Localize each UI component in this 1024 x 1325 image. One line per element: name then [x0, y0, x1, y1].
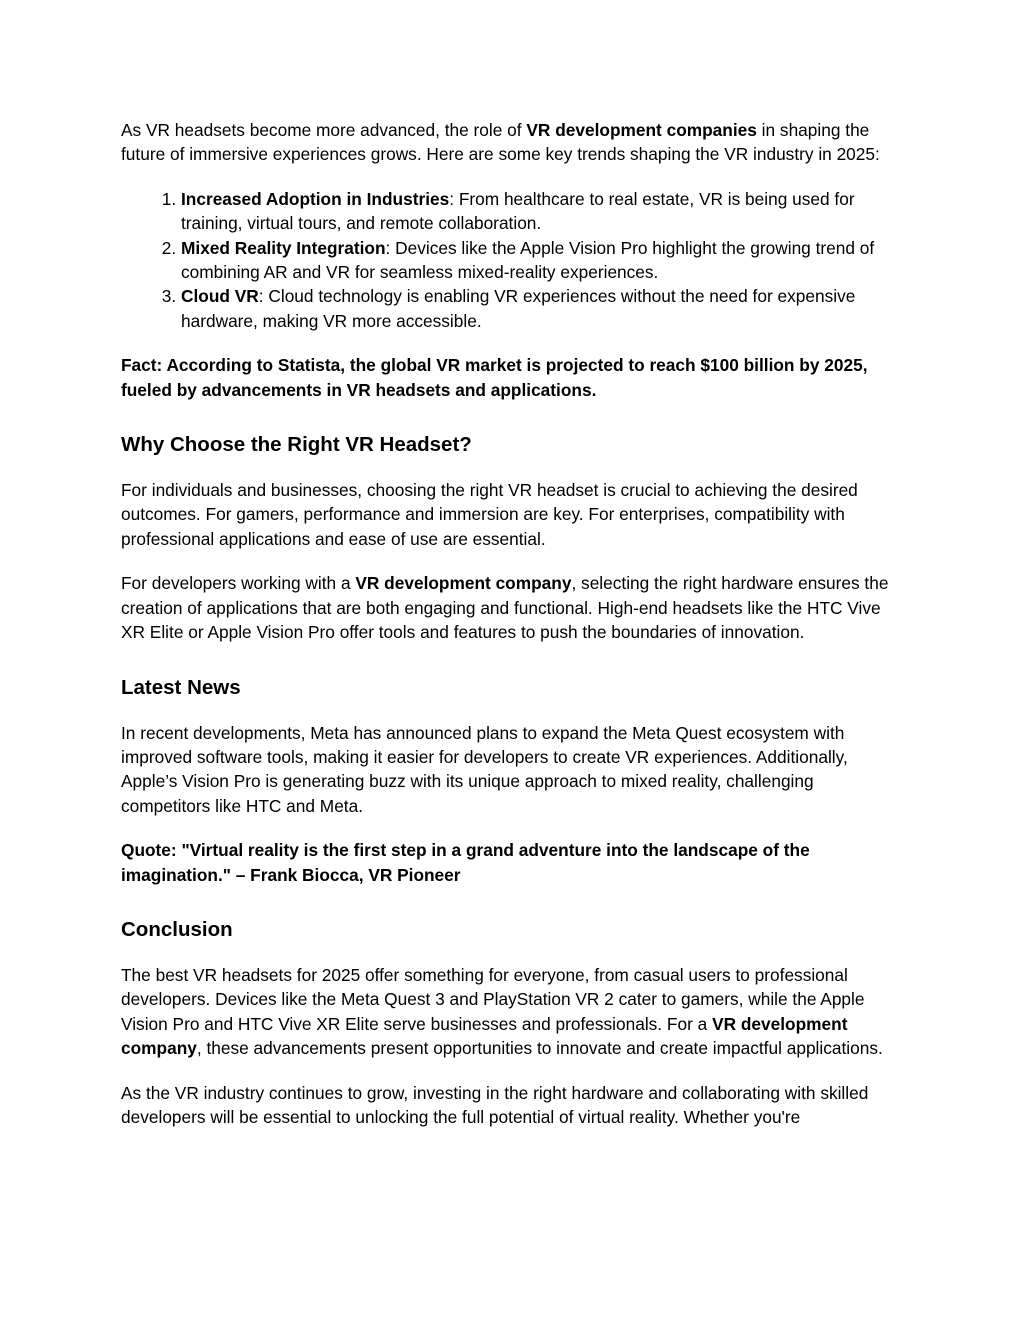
why-bold-term: VR development company — [355, 573, 572, 594]
trend-text: : Devices like the Apple Vision Pro highlight the growing trend of combining AR and VR for seamless mixed-reality experiences. — [181, 237, 875, 283]
trend-text: : From healthcare to real estate, VR is being used for training, virtual tours, and remote collaboration. — [181, 188, 855, 234]
section-heading-news: Latest News — [121, 675, 241, 699]
quote-callout: Quote: "Virtual reality is the first step in a grand adventure into the landscape of the imagination." – Frank Biocca, VR Pioneer — [121, 840, 810, 885]
section-heading-why: Why Choose the Right VR Headset? — [121, 433, 472, 457]
news-paragraph: In recent developments, Meta has announced plans to expand the Meta Quest ecosystem with improved software tools, making it easier for developers to create VR experiences. Additionally, Apple’s Vision Pro is generating buzz with its unique approach to mixed reality, challenging competitors like HTC and Meta. — [121, 722, 848, 816]
list-item — [181, 187, 905, 236]
trend-text: : Cloud technology is enabling VR experiences without the need for expensive hardware, making VR more accessible. — [181, 286, 856, 331]
intro-text-1: As VR headsets become more advanced, the role of — [121, 120, 527, 140]
why-paragraph-1: For individuals and businesses, choosing the right VR headset is crucial to achieving the desired outcomes. For gamers, performance and immersion are key. For enterprises, compatibility with professional applications and ease of use are essential. — [121, 480, 858, 549]
conclusion-text-2: , these advancements present opportunities to innovate and create impactful applications. — [196, 1038, 883, 1059]
conclusion-paragraph-1 — [121, 963, 905, 1061]
list-item — [181, 236, 905, 285]
trends-list — [121, 187, 905, 333]
intro-paragraph — [121, 118, 905, 167]
intro-text-2: in shaping the future of immersive experiences grows. Here are some key trends shaping the VR industry in 2025: — [121, 120, 880, 165]
why-text-1: For developers working with a — [121, 573, 356, 594]
document-page — [121, 118, 905, 1149]
intro-bold-term: VR development companies — [526, 120, 757, 140]
trend-title: Cloud VR — [181, 286, 259, 307]
conclusion-bold-term: VR development company — [121, 1013, 848, 1059]
fact-callout: Fact: According to Statista, the global VR market is projected to reach $100 billion by 2025, fueled by advancements in VR headsets and applications. — [121, 355, 868, 400]
list-item — [181, 284, 905, 333]
section-heading-conclusion: Conclusion — [121, 917, 233, 941]
trend-title: Mixed Reality Integration — [181, 237, 386, 258]
conclusion-paragraph-2: As the VR industry continues to grow, investing in the right hardware and collaborating with skilled developers will be essential to unlocking the full potential of virtual reality. Whether you're — [121, 1082, 869, 1127]
conclusion-text-1: The best VR headsets for 2025 offer something for everyone, from casual users to professional developers. Devices like the Meta Quest 3 and PlayStation VR 2 cater to gamers, while the Apple Vision Pro and HTC Vive XR Elite serve businesses and professionals. For a — [121, 964, 865, 1034]
why-paragraph-2 — [121, 571, 905, 644]
trend-title: Increased Adoption in Industries — [181, 188, 450, 209]
why-text-2: , selecting the right hardware ensures the creation of applications that are both engaging and functional. High-end headsets like the HTC Vive XR Elite or Apple Vision Pro offer tools and features to push the boundaries of innovation. — [121, 573, 889, 643]
